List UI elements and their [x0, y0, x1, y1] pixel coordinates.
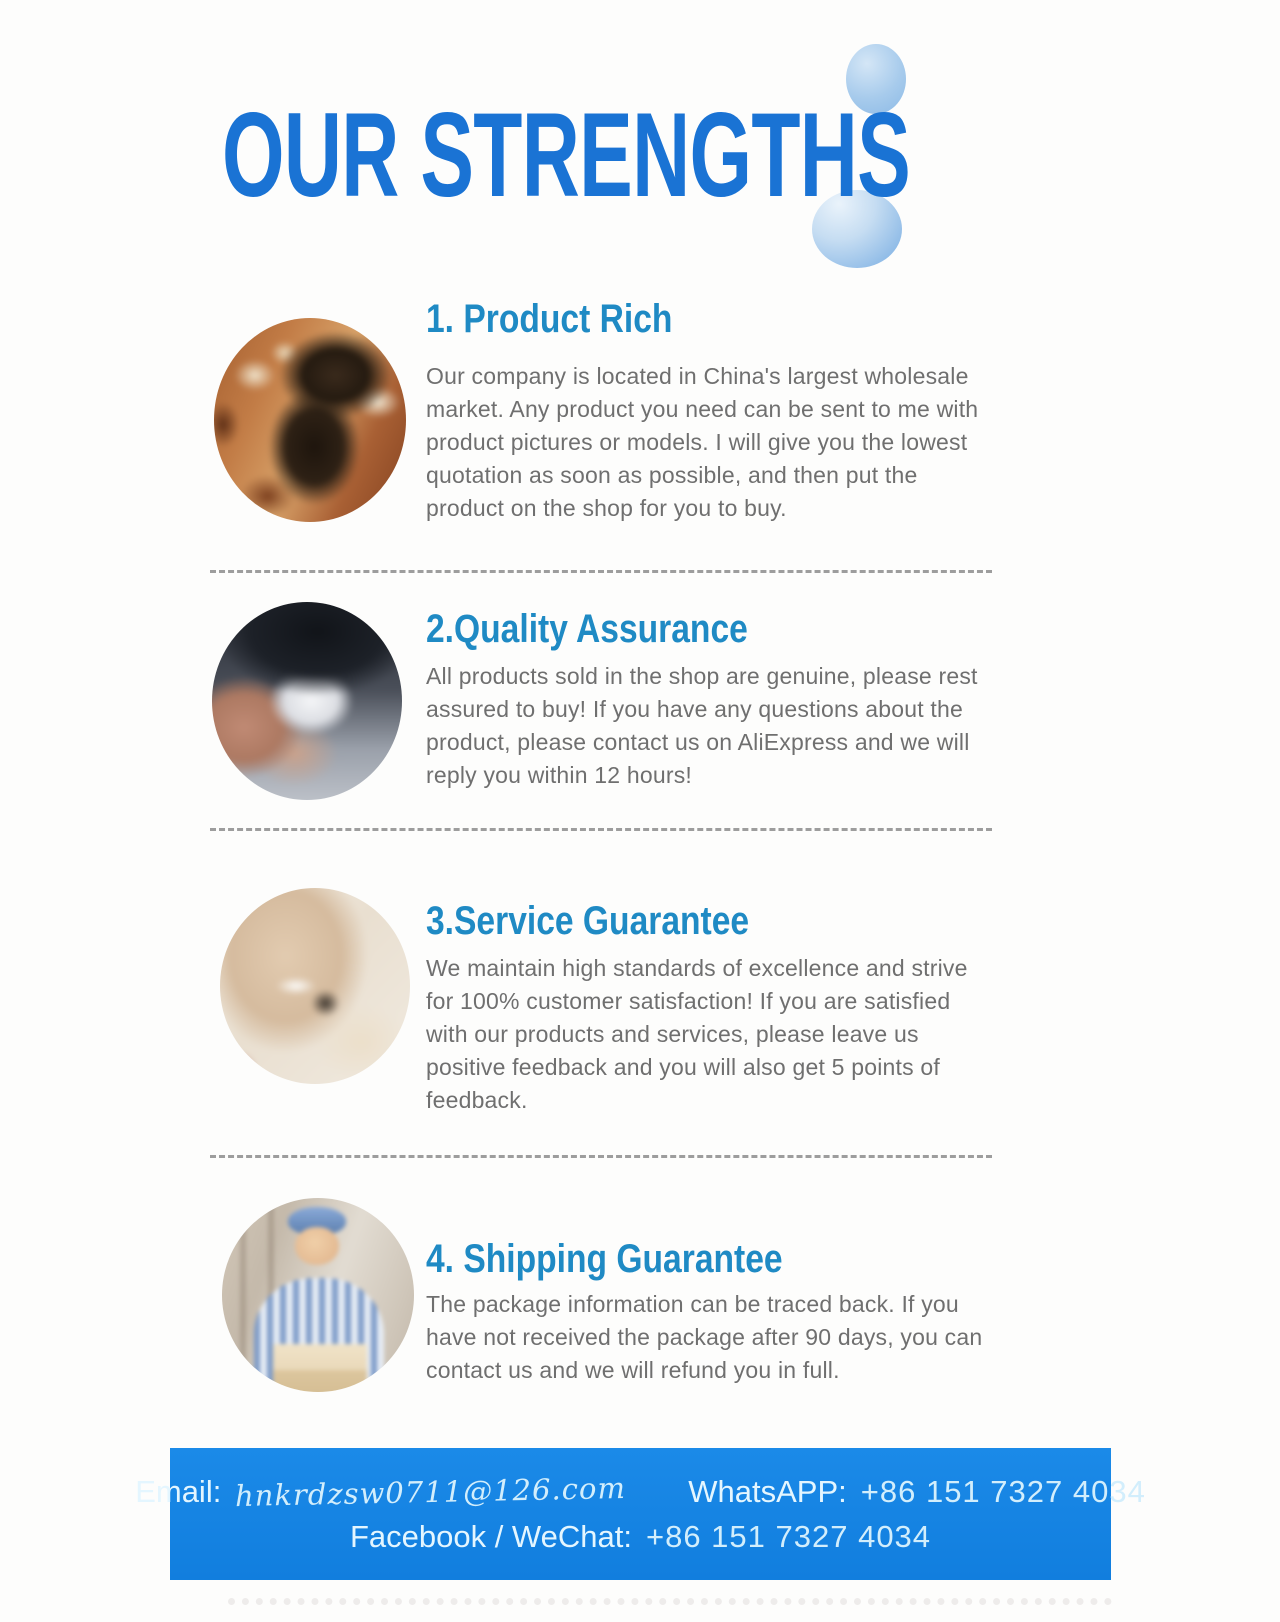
whatsapp-value: +86 151 7327 4034: [860, 1473, 1146, 1509]
facebook-wechat-value: +86 151 7327 4034: [645, 1518, 932, 1554]
email-label: Email:: [135, 1473, 222, 1509]
bottom-dots-decoration: [228, 1598, 1112, 1605]
customer-service-agent-photo: [220, 888, 410, 1084]
facebook-wechat-label: Facebook / WeChat:: [349, 1518, 632, 1554]
contact-footer-line-1: [135, 1470, 1146, 1513]
camera-equipment-photo: [214, 318, 406, 522]
cardboard-box-shape: [273, 1344, 366, 1392]
section-body-quality-assurance: All products sold in the shop are genuine, please rest assured to buy! If you have any questions about the product, please contact us on AliExpress and we will reply you within 12 hours!: [426, 663, 978, 788]
whatsapp-label: WhatsAPP:: [688, 1473, 847, 1509]
email-value: hnkrdzsw0711@126.com: [235, 1470, 627, 1513]
section-body-service-guarantee: We maintain high standards of excellence and strive for 100% customer satisfaction! If you are satisfied with our products and services, please leave us positive feedback and you will also get 5 points of feedback.: [426, 955, 968, 1113]
courier-photo-background: [222, 1198, 414, 1392]
dashed-divider: [210, 828, 992, 831]
section-heading-product-rich: 1. Product Rich: [426, 297, 673, 341]
contact-footer-line-2: [350, 1519, 931, 1555]
courier-with-package-photo: [222, 1198, 414, 1392]
section-body-shipping-guarantee: The package information can be traced back. If you have not received the package after 90 days, you can contact us and we will refund you in full.: [426, 1291, 983, 1383]
section-heading-service-guarantee: 3.Service Guarantee: [426, 899, 750, 943]
section-heading-quality-assurance: 2.Quality Assurance: [426, 607, 748, 651]
page-title: OUR STRENGTHS: [222, 88, 911, 222]
courier-face-shape: [295, 1227, 340, 1266]
section-heading-shipping-guarantee: 4. Shipping Guarantee: [426, 1237, 783, 1281]
contact-footer: [135, 1448, 1146, 1580]
section-body-product-rich: Our company is located in China's largest wholesale market. Any product you need can be sent to me with product pictures or models. I will give you the lowest quotation as soon as possible, and then put the product on the shop for you to buy.: [426, 363, 979, 521]
chip-in-hand-photo: [212, 602, 402, 800]
dashed-divider: [210, 1155, 992, 1158]
dashed-divider: [210, 570, 992, 573]
customer-service-agent-photo-art: [220, 888, 410, 1084]
camera-equipment-photo-art: [214, 318, 406, 522]
chip-in-hand-photo-art: [212, 602, 402, 800]
